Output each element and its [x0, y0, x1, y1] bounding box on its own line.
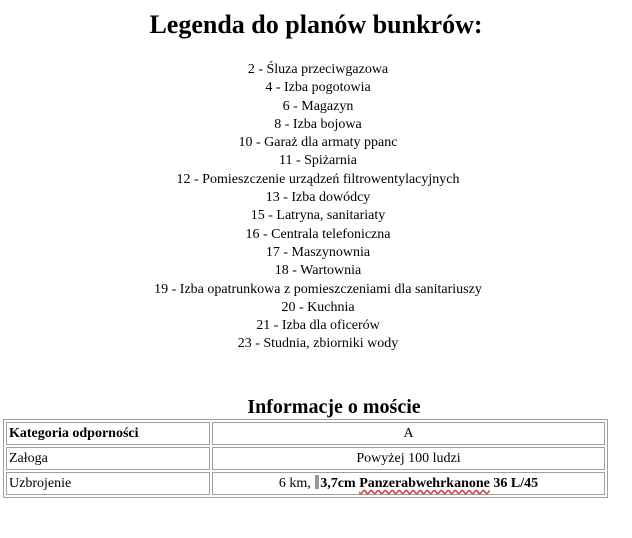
- legend-item: 10 - Garaż dla armaty ppanc: [238, 135, 398, 151]
- table-row: [6, 447, 605, 470]
- text-cursor-mark: [315, 475, 319, 489]
- row-label-category: Kategoria odporności: [6, 422, 210, 445]
- page-title: Legenda do planów bunkrów:: [149, 10, 483, 39]
- armament-caliber: 3,7cm: [320, 476, 356, 491]
- legend-item: 4 - Izba pogotowia: [265, 80, 371, 96]
- row-label-crew: Załoga: [6, 447, 210, 470]
- legend-item: 6 - Magazyn: [282, 98, 354, 114]
- table-row: [6, 472, 605, 495]
- armament-count: 6 km,: [278, 476, 311, 491]
- legend-item: 16 - Centrala telefoniczna: [245, 226, 391, 242]
- row-value-armament: [212, 472, 605, 495]
- legend-item: 18 - Wartownia: [274, 263, 362, 279]
- legend-item: 8 - Izba bojowa: [274, 116, 362, 132]
- row-value-category: A: [212, 422, 605, 445]
- armament-weapon: Panzerabwehrkanone: [359, 476, 490, 491]
- armament-model: 36 L/45: [493, 476, 539, 491]
- row-value-crew: Powyżej 100 ludzi: [212, 447, 605, 470]
- legend-item: 21 - Izba dla oficerów: [256, 318, 380, 334]
- legend-item: 19 - Izba opatrunkowa z pomieszczeniami dla sanitariuszy: [154, 281, 482, 297]
- legend-list: [0, 61, 632, 354]
- legend-item: 17 - Maszynownia: [265, 244, 371, 260]
- legend-item: 23 - Studnia, zbiorniki wody: [237, 336, 399, 352]
- legend-item: 12 - Pomieszczenie urządzeń filtrowentylacyjnych: [176, 171, 460, 187]
- legend-item: 13 - Izba dowódcy: [265, 190, 371, 206]
- row-label-armament: Uzbrojenie: [6, 472, 210, 495]
- table-row: [6, 422, 605, 445]
- info-section-title: Informacje o moście: [247, 396, 421, 418]
- legend-item: 11 - Spiżarnia: [278, 153, 357, 169]
- legend-item: 2 - Śluza przeciwgazowa: [247, 62, 389, 77]
- info-table: [3, 419, 608, 498]
- legend-item: 15 - Latryna, sanitariaty: [250, 208, 386, 224]
- legend-item: 20 - Kuchnia: [281, 299, 355, 315]
